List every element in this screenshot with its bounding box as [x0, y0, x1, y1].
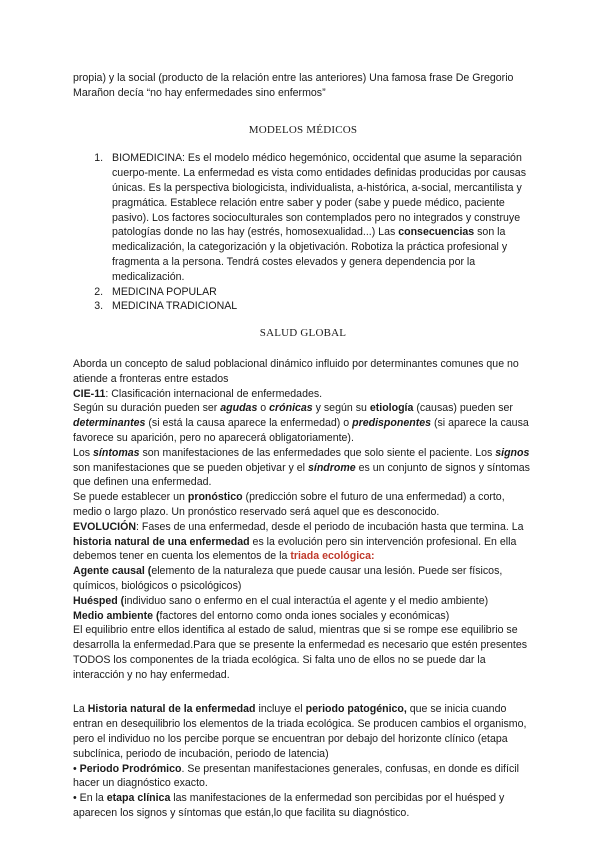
text-span: (si aparece la causa favorece su aparición, pero no aparecerá obligatoriamente). — [73, 417, 529, 444]
list-item — [106, 151, 533, 284]
text-span: es la evolución pero sin intervención profesional. En ella debemos tener en cuenta los elementos de la — [73, 535, 517, 563]
text-span: elemento de la naturaleza que puede causar una lesión. Puede ser físicos, químicos, biológicos o psicológicos) — [73, 565, 503, 592]
consecuencias-bold: consecuencias — [398, 226, 475, 239]
historia-natural-bold: Historia natural de la enfermedad — [87, 703, 256, 716]
heading-salud-global: SALUD GLOBAL — [259, 327, 347, 340]
text-span: son manifestaciones de las enfermedades que solo siente el paciente. Los — [139, 446, 496, 459]
text-span: las manifestaciones de la enfermedad son percibidas por el huésped y aparecen los signos y síntomas que están,lo que facilita su diagnóstico. — [73, 792, 505, 820]
signos-term: signos — [495, 446, 530, 459]
duracion-paragraph — [73, 401, 533, 445]
sintomas-term: síntomas — [93, 446, 140, 459]
text-span: que se inicia cuando entran en desequilibrio los elementos de la triada ecológica. Se producen cambios el organismo, pero el individuo no los percibe porque se encuentran por debajo del horizonte clínico (etapa subclínica, periodo de incubación, periodo de latencia) — [73, 703, 527, 760]
periodo-patogenico-term: periodo patogénico, — [305, 703, 407, 716]
biomedicina-text: BIOMEDICINA: Es el modelo médico hegemónico, occidental que asume la separación cuerpo-mente. La enfermedad es vista como entidades definidas producidas por causas únicas. Es la perspectiva biologicista, individualista, a-histórica, a-social, mercantilista y pragmática. Establece relación entre saber y poder (sabe y puede médico, paciente pasivo). Los factores socioculturales son contemplados pero no integrados y construye patologías donde no las hay (estrés, homosexualidad...) Las — [112, 152, 526, 239]
text-span: (si está la causa aparece la enfermedad) o — [145, 417, 353, 430]
heading-modelos-medicos: MODELOS MÉDICOS — [248, 123, 358, 136]
text-span: (predicción sobre el futuro de una enfermedad) a corto, medio o largo plazo. Un pronóstico reservado será aquel que es desconocido. — [73, 491, 505, 518]
text-span: es un conjunto de signos y síntomas que definen una enfermedad. — [73, 461, 530, 489]
medio-ambiente-term: Medio ambiente ( — [73, 609, 160, 622]
etiologia-term: etiología — [369, 402, 414, 415]
agente-causal-paragraph — [73, 564, 533, 594]
evolucion-paragraph — [73, 520, 533, 564]
text-span: incluye el — [255, 703, 306, 716]
equilibrio-paragraph: El equilibrio entre ellos identifica al estado de salud, mientras que si se rompe ese equilibrio se desarrolla la enfermedad.Para que se presente la enfermedad es necesario que estén presentes TODOS los componentes de la triada ecológica. Si falta uno de ellos no se puede dar la interacción y no hay enfermedad. — [73, 624, 528, 681]
text-span: Según su duración pueden ser — [73, 402, 221, 415]
text-span: Los — [73, 446, 94, 459]
list-item — [106, 285, 533, 300]
text-span: y según su — [312, 402, 370, 415]
historia-natural-term: historia natural de una enfermedad — [73, 535, 250, 548]
agudas-term: agudas — [220, 402, 258, 415]
text-span: o — [257, 402, 270, 415]
document-body — [73, 71, 533, 821]
text-span: individuo sano o enfermo en el cual interactúa el agente y el medio ambiente) — [124, 594, 489, 607]
text-span: factores del entorno como onda iones sociales y económicas) — [159, 609, 450, 622]
pronostico-term: pronóstico — [187, 491, 243, 504]
historia-natural-paragraph — [73, 702, 533, 761]
huesped-paragraph — [73, 594, 533, 609]
cie-paragraph — [73, 387, 533, 402]
text-span: (causas) pueden ser — [413, 402, 513, 415]
text-span: La — [73, 703, 88, 716]
etapa-clinica-paragraph — [73, 791, 533, 821]
huesped-term: Huésped ( — [73, 594, 125, 607]
list-item — [106, 299, 533, 314]
intro-paragraph: propia) y la social (producto de la relación entre las anteriores) Una famosa frase De Gregorio Marañon decía “no hay enfermedades sino enfermos” — [73, 72, 514, 99]
biomedicina-tail: son la medicalización, la categorización y la objetivación. Robotiza la práctica profesional y fragmenta a la persona. Tendrá costes elevados y genera dependencia por la medicalización. — [112, 226, 508, 283]
periodo-prodromico-paragraph — [73, 762, 533, 792]
periodo-prodromico-term: Periodo Prodrómico — [79, 762, 182, 775]
models-list — [73, 151, 533, 314]
text-span: Se puede establecer un — [73, 491, 188, 504]
triada-ecologica-term: triada ecológica: — [290, 550, 375, 563]
cie-bold: CIE-11 — [73, 387, 106, 400]
cie-text: : Clasificación internacional de enfermedades. — [105, 387, 323, 400]
agente-causal-term: Agente causal ( — [73, 565, 152, 578]
medio-ambiente-paragraph — [73, 609, 533, 624]
text-span: . Se presentan manifestaciones generales, confusas, en donde es difícil hacer un diagnóstico exacto. — [73, 762, 519, 790]
medicina-tradicional: MEDICINA TRADICIONAL — [112, 300, 238, 313]
text-span: • En la — [73, 792, 107, 805]
pronostico-paragraph — [73, 490, 533, 520]
text-span: son manifestaciones que se pueden objetivar y el — [73, 461, 308, 474]
sindrome-term: síndrome — [307, 461, 356, 474]
text-span: : Fases de una enfermedad, desde el periodo de incubación hasta que termina. La — [135, 520, 524, 533]
predisponentes-term: predisponentes — [352, 417, 432, 430]
evolucion-term: EVOLUCIÓN — [73, 520, 136, 533]
sintomas-paragraph — [73, 446, 533, 490]
cronicas-term: crónicas — [269, 402, 313, 415]
bullet: • — [73, 762, 80, 775]
determinantes-term: determinantes — [73, 417, 146, 430]
salud-global-intro: Aborda un concepto de salud poblacional dinámico influido por determinantes comunes que no atiende a fronteras entre estados — [73, 357, 519, 385]
medicina-popular: MEDICINA POPULAR — [112, 285, 217, 298]
etapa-clinica-term: etapa clínica — [106, 792, 171, 805]
